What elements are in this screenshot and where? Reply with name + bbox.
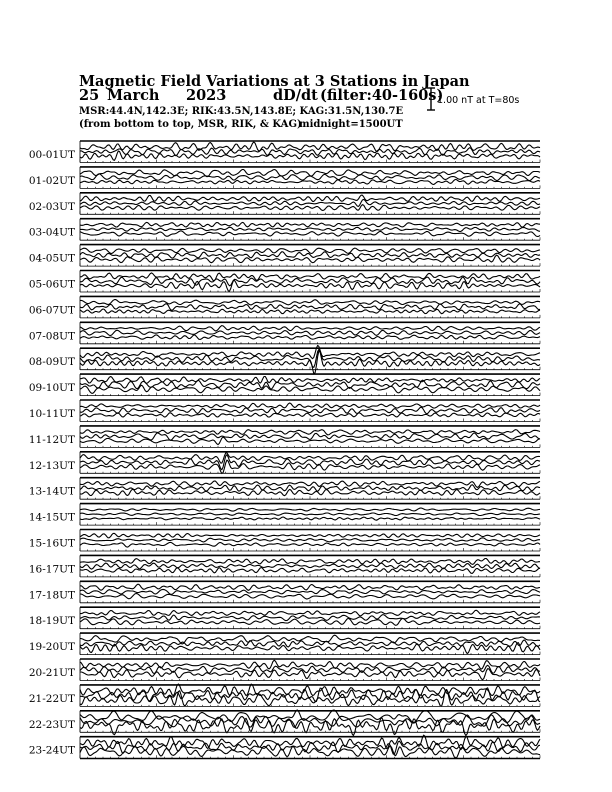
hour-row bbox=[29, 141, 540, 163]
stations-line: MSR:44.4N,142.3E; RIK:43.5N,143.8E; KAG:31.5N,130.7E bbox=[79, 106, 404, 117]
trace-rik bbox=[80, 589, 540, 594]
hour-row bbox=[29, 193, 540, 215]
row-label: 01-02UT bbox=[28, 174, 75, 187]
hour-row bbox=[29, 271, 540, 293]
trace-kag bbox=[80, 635, 540, 644]
row-label: 13-14UT bbox=[28, 485, 75, 498]
hour-rows bbox=[29, 141, 540, 759]
hour-row bbox=[29, 219, 540, 241]
hour-row bbox=[29, 633, 540, 655]
trace-msr bbox=[80, 517, 540, 520]
row-label: 15-16UT bbox=[28, 537, 75, 550]
hour-row bbox=[29, 607, 540, 629]
trace-msr bbox=[80, 231, 540, 237]
row-label: 12-13UT bbox=[28, 459, 75, 472]
row-label: 07-08UT bbox=[28, 330, 75, 343]
row-label: 02-03UT bbox=[28, 200, 75, 213]
hour-row bbox=[29, 478, 540, 500]
hour-row bbox=[29, 530, 540, 552]
row-label: 19-20UT bbox=[28, 641, 75, 654]
row-label: 08-09UT bbox=[28, 356, 75, 369]
row-label: 06-07UT bbox=[28, 304, 75, 317]
hour-row bbox=[29, 245, 540, 267]
hour-row bbox=[29, 167, 540, 189]
order-line: (from bottom to top, MSR, RIK, & KAG) bbox=[79, 119, 302, 130]
date-day: 25 bbox=[79, 87, 100, 104]
trace-msr bbox=[80, 179, 540, 184]
trace-rik bbox=[80, 615, 540, 621]
trace-rik bbox=[80, 227, 540, 231]
trace-msr bbox=[80, 335, 540, 340]
trace-rik bbox=[80, 665, 540, 673]
trace-msr bbox=[80, 413, 540, 417]
row-label: 14-15UT bbox=[28, 511, 75, 524]
trace-msr bbox=[80, 618, 540, 625]
hour-row bbox=[29, 400, 540, 422]
trace-msr bbox=[80, 542, 540, 547]
trace-msr bbox=[80, 205, 540, 211]
trace-kag bbox=[80, 533, 540, 537]
trace-rik bbox=[80, 407, 540, 414]
trace-kag bbox=[80, 326, 540, 331]
row-label: 22-23UT bbox=[28, 718, 75, 731]
row-label: 00-01UT bbox=[28, 149, 75, 161]
trace-msr bbox=[80, 151, 540, 160]
trace-kag bbox=[80, 142, 540, 152]
trace-kag bbox=[80, 345, 540, 358]
trace-kag bbox=[80, 559, 540, 565]
trace-kag bbox=[80, 403, 540, 408]
hour-row bbox=[29, 345, 540, 373]
row-label: 05-06UT bbox=[28, 278, 75, 291]
trace-kag bbox=[80, 610, 540, 616]
trace-rik bbox=[80, 277, 540, 286]
filter-label: (filter:40-160s) bbox=[320, 87, 444, 104]
row-label: 03-04UT bbox=[28, 226, 75, 239]
hour-row bbox=[29, 581, 540, 603]
row-label: 11-12UT bbox=[28, 433, 75, 446]
trace-rik bbox=[80, 538, 540, 542]
hour-row bbox=[29, 296, 540, 318]
trace-rik bbox=[80, 513, 540, 516]
date-month: March bbox=[107, 87, 160, 104]
hour-row bbox=[29, 710, 540, 736]
row-label: 09-10UT bbox=[28, 382, 75, 395]
row-label: 23-24UT bbox=[28, 744, 75, 757]
hour-row bbox=[29, 452, 540, 474]
trace-msr bbox=[80, 594, 540, 599]
row-label: 17-18UT bbox=[28, 589, 75, 602]
trace-kag bbox=[80, 684, 540, 696]
hour-row bbox=[29, 374, 540, 396]
row-label: 04-05UT bbox=[28, 252, 75, 265]
trace-kag bbox=[80, 222, 540, 227]
hour-row bbox=[29, 426, 540, 448]
hour-row bbox=[29, 684, 540, 706]
trace-kag bbox=[80, 430, 540, 435]
quantity-label: dD/dt bbox=[273, 87, 318, 104]
trace-msr bbox=[80, 437, 540, 444]
row-label: 18-19UT bbox=[28, 615, 75, 628]
trace-kag bbox=[80, 300, 540, 305]
scale-label: 1.00 nT at T=80s bbox=[437, 95, 520, 106]
date-year: 2023 bbox=[186, 87, 227, 104]
hour-row bbox=[29, 504, 540, 525]
hour-row bbox=[29, 659, 540, 681]
trace-kag bbox=[80, 377, 540, 384]
trace-kag bbox=[80, 195, 540, 201]
row-label: 10-11UT bbox=[28, 408, 75, 420]
midnight-line: midnight=1500UT bbox=[299, 119, 403, 130]
hour-row bbox=[29, 322, 540, 344]
trace-kag bbox=[80, 584, 540, 590]
row-label: 21-22UT bbox=[28, 692, 75, 705]
chart-title: Magnetic Field Variations at 3 Stations in Japan bbox=[79, 73, 470, 90]
row-label: 20-21UT bbox=[28, 667, 75, 679]
trace-msr bbox=[80, 255, 540, 263]
trace-msr bbox=[80, 309, 540, 314]
trace-kag bbox=[80, 248, 540, 253]
trace-kag bbox=[80, 508, 540, 511]
hour-row bbox=[29, 735, 540, 758]
trace-rik bbox=[80, 330, 540, 335]
trace-msr bbox=[80, 568, 540, 574]
trace-kag bbox=[80, 481, 540, 487]
trace-rik bbox=[80, 304, 540, 311]
row-label: 16-17UT bbox=[28, 563, 75, 576]
hour-row bbox=[29, 555, 540, 577]
